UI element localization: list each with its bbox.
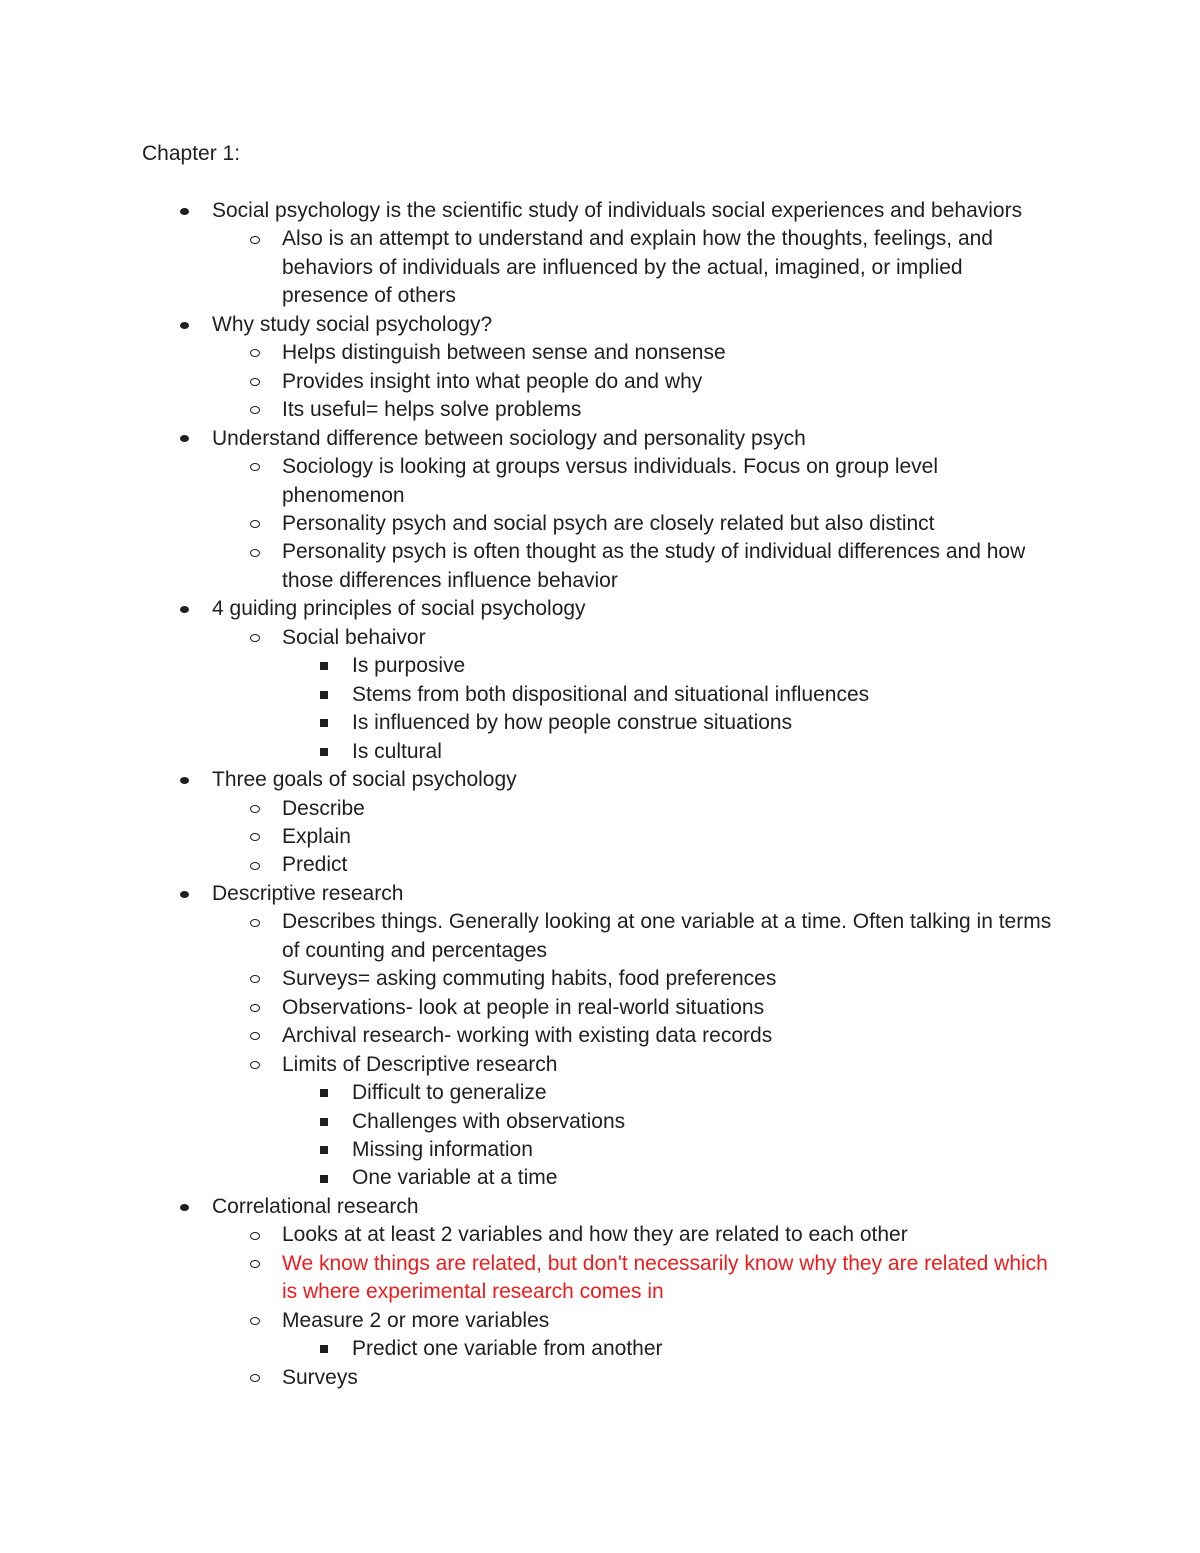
list-item-level-3 <box>0 652 1052 680</box>
bullet-circle-icon <box>245 1364 265 1392</box>
list-item-level-2 <box>0 624 1052 652</box>
list-item-text: Its useful= helps solve problems <box>282 398 582 422</box>
list-item-text: Challenges with observations <box>352 1109 626 1133</box>
list-item-text: Predict <box>282 853 348 877</box>
list-item-level-2 <box>0 908 1052 965</box>
list-item-level-1 <box>0 197 1052 225</box>
bullet-circle-icon <box>245 225 265 253</box>
list-item-text: Helps distinguish between sense and nonsense <box>282 341 726 365</box>
bullet-dot-icon <box>174 425 194 453</box>
bullet-dot-icon <box>174 880 194 908</box>
bullet-circle-icon <box>245 823 265 851</box>
bullet-square-icon <box>314 1164 334 1192</box>
bullet-circle-icon <box>245 1051 265 1079</box>
list-item-level-3 <box>0 1108 1052 1136</box>
list-item-text: Understand difference between sociology and personality psych <box>212 426 806 450</box>
list-item-level-2 <box>0 823 1052 851</box>
list-item-text: Describe <box>282 796 365 820</box>
list-item-text: Correlational research <box>212 1194 419 1218</box>
bullet-circle-icon <box>245 1307 265 1335</box>
list-item-level-3 <box>0 738 1052 766</box>
bullet-circle-icon <box>245 851 265 879</box>
list-item-level-2 <box>0 1307 1052 1335</box>
list-item-text: Why study social psychology? <box>212 312 493 336</box>
list-item-text: Is cultural <box>352 739 442 763</box>
list-item-text: Is influenced by how people construe situations <box>352 711 793 735</box>
list-item-level-3 <box>0 1335 1052 1363</box>
list-item-level-2 <box>0 225 1052 310</box>
bullet-circle-icon <box>245 339 265 367</box>
list-item-text: Difficult to generalize <box>352 1081 547 1105</box>
list-item-level-1 <box>0 1193 1052 1221</box>
list-item-level-1 <box>0 766 1052 794</box>
list-item-text: Archival research- working with existing data records <box>282 1024 773 1048</box>
list-item-text: Also is an attempt to understand and explain how the thoughts, feelings, and behaviors of individuals are influenced by the actual, imagined, or implied presence of others <box>282 227 993 308</box>
list-item-text: We know things are related, but don't necessarily know why they are related which is where experimental research comes in <box>282 1251 1048 1304</box>
list-item-text: Limits of Descriptive research <box>282 1052 558 1076</box>
list-item-text: Personality psych is often thought as the study of individual differences and how those differences influence behavior <box>282 540 1026 592</box>
list-item-text: Stems from both dispositional and situational influences <box>352 682 870 706</box>
bullet-square-icon <box>314 681 334 709</box>
list-item-text: Predict one variable from another <box>352 1337 663 1361</box>
bullet-square-icon <box>314 1335 334 1363</box>
bullet-circle-icon <box>245 624 265 652</box>
bullet-circle-icon <box>245 510 265 538</box>
list-item-text: Social psychology is the scientific study of individuals social experiences and behaviors <box>212 199 1023 222</box>
list-item-text: Surveys= asking commuting habits, food preferences <box>282 967 777 991</box>
list-item-text: Surveys <box>282 1365 358 1389</box>
chapter-heading: Chapter 1: <box>142 142 241 165</box>
list-item-level-1 <box>0 425 1052 453</box>
list-item-text: Describes things. Generally looking at one variable at a time. Often talking in terms of counting and percentages <box>282 910 1052 962</box>
list-item-text: Personality psych and social psych are closely related but also distinct <box>282 511 935 535</box>
bullet-circle-icon <box>245 994 265 1022</box>
list-item-text: Provides insight into what people do and why <box>282 369 703 393</box>
list-item-level-1 <box>0 880 1052 908</box>
list-item-level-2 <box>0 339 1052 367</box>
list-item-text: Explain <box>282 824 351 848</box>
outline-list <box>0 197 1200 1392</box>
list-item-level-2 <box>0 1022 1052 1050</box>
list-item-level-2 <box>0 795 1052 823</box>
list-item-text: Three goals of social psychology <box>212 768 517 792</box>
list-item-text: Measure 2 or more variables <box>282 1308 550 1332</box>
list-item-text: Observations- look at people in real-world situations <box>282 995 765 1019</box>
bullet-circle-icon <box>245 1221 265 1249</box>
bullet-circle-icon <box>245 965 265 993</box>
bullet-dot-icon <box>174 1193 194 1221</box>
list-item-level-2 <box>0 396 1052 424</box>
bullet-square-icon <box>314 652 334 680</box>
bullet-dot-icon <box>174 766 194 794</box>
bullet-circle-icon <box>245 908 265 936</box>
list-item-text: Descriptive research <box>212 881 404 905</box>
list-item-text: One variable at a time <box>352 1166 558 1190</box>
bullet-square-icon <box>314 1079 334 1107</box>
list-item-level-2 <box>0 453 1052 510</box>
list-item-level-3 <box>0 709 1052 737</box>
list-item-level-2 <box>0 851 1052 879</box>
list-item-level-2 <box>0 1364 1052 1392</box>
bullet-circle-icon <box>245 795 265 823</box>
list-item-level-2 <box>0 994 1052 1022</box>
bullet-circle-icon <box>245 368 265 396</box>
list-item-level-2 <box>0 965 1052 993</box>
bullet-circle-icon <box>245 1250 265 1278</box>
list-item-level-2 <box>0 1250 1052 1307</box>
list-item-level-3 <box>0 681 1052 709</box>
list-item-level-1 <box>0 595 1052 623</box>
list-item-text: Sociology is looking at groups versus individuals. Focus on group level phenomenon <box>282 455 939 507</box>
list-item-text: Is purposive <box>352 654 466 678</box>
list-item-text: Social behaivor <box>282 625 426 649</box>
list-item-text: Missing information <box>352 1137 533 1161</box>
list-item-level-3 <box>0 1164 1052 1192</box>
bullet-circle-icon <box>245 396 265 424</box>
list-item-level-2 <box>0 1221 1052 1249</box>
bullet-square-icon <box>314 1108 334 1136</box>
list-item-level-3 <box>0 1079 1052 1107</box>
bullet-square-icon <box>314 709 334 737</box>
bullet-dot-icon <box>174 311 194 339</box>
list-item-level-2 <box>0 368 1052 396</box>
list-item-level-2 <box>0 1051 1052 1079</box>
list-item-text: 4 guiding principles of social psychology <box>212 597 586 621</box>
bullet-square-icon <box>314 738 334 766</box>
list-item-level-2 <box>0 510 1052 538</box>
bullet-dot-icon <box>174 197 194 225</box>
bullet-dot-icon <box>174 595 194 623</box>
list-item-level-1 <box>0 311 1052 339</box>
list-item-text: Looks at at least 2 variables and how they are related to each other <box>282 1223 908 1247</box>
bullet-square-icon <box>314 1136 334 1164</box>
list-item-level-3 <box>0 1136 1052 1164</box>
list-item-level-2 <box>0 538 1052 595</box>
bullet-circle-icon <box>245 1022 265 1050</box>
bullet-circle-icon <box>245 538 265 566</box>
bullet-circle-icon <box>245 453 265 481</box>
